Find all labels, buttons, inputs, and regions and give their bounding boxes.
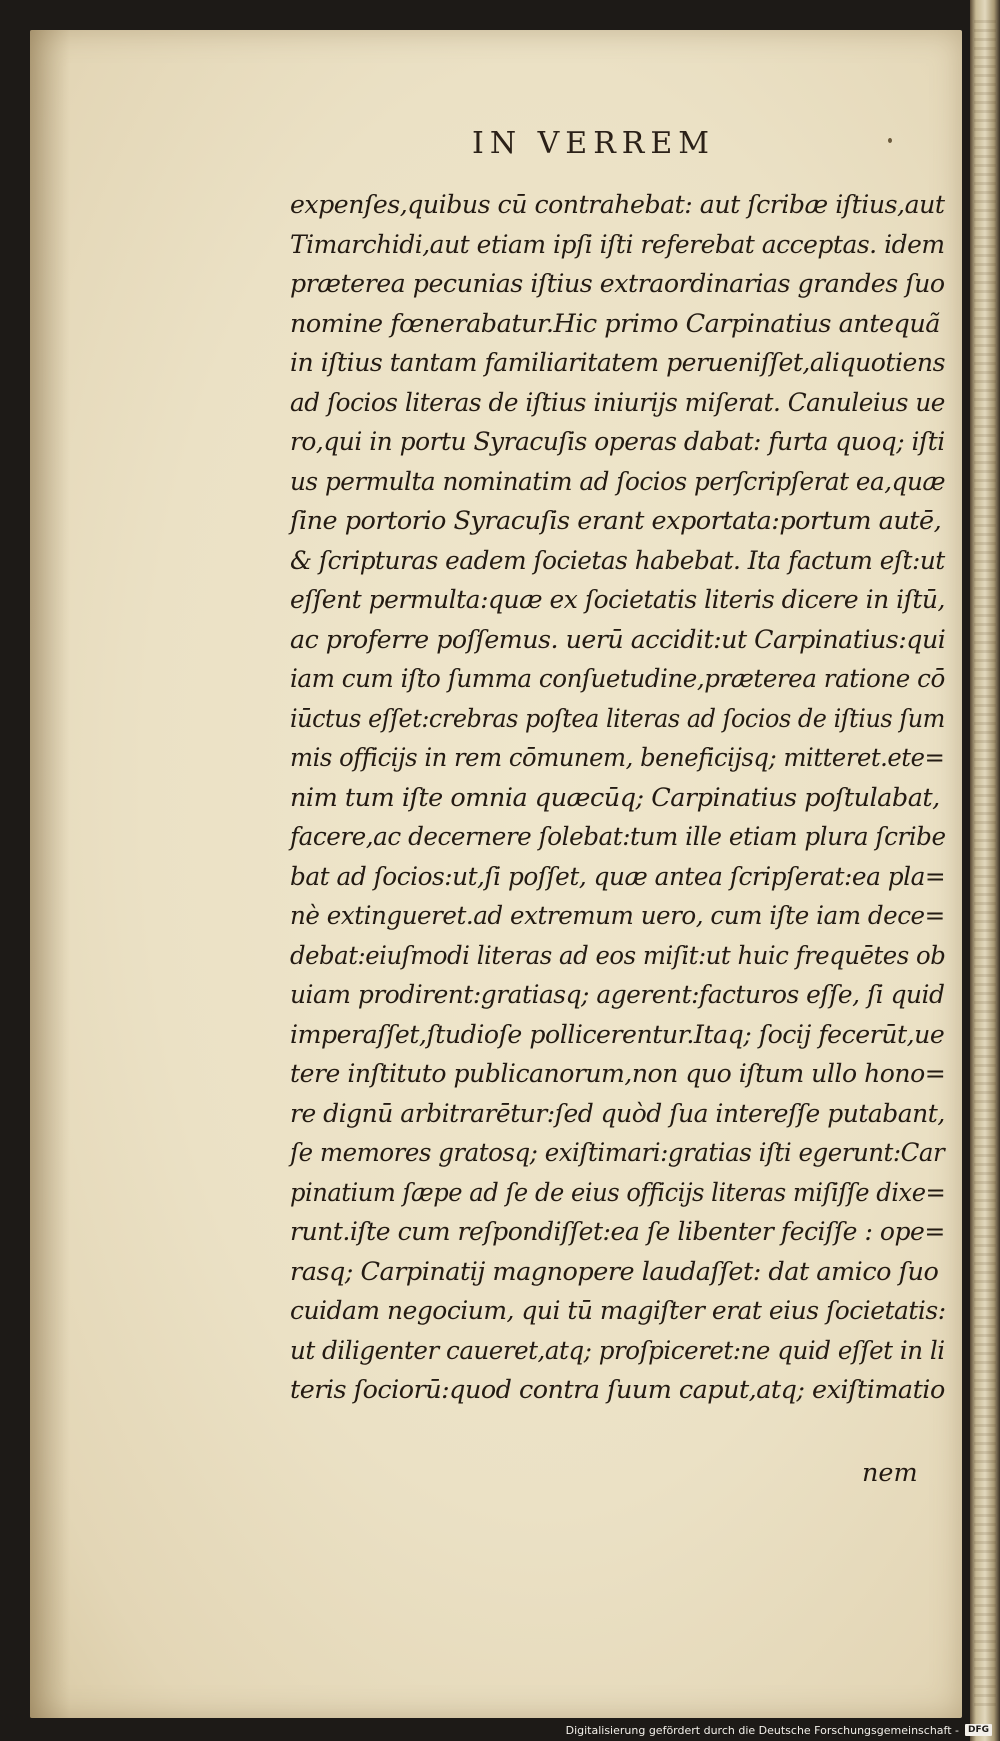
text-line: ſe memores gratosq; exiſtimari:gratias iſti egerunt:Car [290, 1138, 945, 1168]
text-line: nè extingueret.ad extremum uero, cum iſte iam dece= [290, 901, 945, 931]
text-line: ut diligenter caueret,atq; proſpiceret:ne quid eſſet in li [290, 1335, 945, 1366]
text-line: ac proferre poſſemus. uerū accidit:ut Carpinatius:qui [290, 624, 946, 655]
text-line: ad ſocios literas de iſtius iniurijs miſerat. Canuleius ue [290, 387, 945, 418]
text-line: teris ſociorū:quod contra ſuum caput,atq; exiſtimatio [290, 1375, 945, 1405]
text-line: Timarchidi,aut etiam ipſi iſti referebat acceptas. idem [290, 229, 945, 260]
text-line: expenſes,quibus cū contrahebat: aut ſcribæ iſtius,aut [290, 190, 945, 220]
text-line: pinatium ſæpe ad ſe de eius officijs literas miſiſſe dixe= [290, 1177, 946, 1208]
running-head: IN VERREM [472, 126, 715, 161]
paper-speck [888, 138, 892, 143]
text-line: facere,ac decernere ſolebat:tum ille etiam plura ſcribe [290, 822, 946, 852]
text-line: ſine portorio Syracuſis erant exportata:portum autē, [290, 506, 942, 536]
text-line: imperaſſet,ſtudioſe pollicerentur.Itaq; ſocij fecerūt,ue [290, 1019, 945, 1050]
text-line: bat ad ſocios:ut,ſi poſſet, quæ antea ſcripſerat:ea pla= [290, 861, 946, 892]
book-edge [970, 0, 1000, 1741]
text-line: mis officijs in rem cōmunem, beneficijsq; mitteret.ete= [290, 743, 945, 773]
text-line: uiam prodirent:gratiasq; agerent:facturos eſſe, ſi quid [290, 980, 945, 1010]
dfg-logo: DFG [965, 1724, 992, 1736]
text-line: iam cum iſto ſumma conſuetudine,præterea ratione cō [290, 664, 945, 694]
page-edges-texture [974, 20, 996, 1710]
text-line: runt.iſte cum reſpondiſſet:ea ſe libenter feciſſe : ope= [290, 1217, 945, 1247]
digitization-footer [566, 1723, 992, 1737]
text-line: debat:eiuſmodi literas ad eos miſit:ut huic frequētes ob [290, 940, 946, 971]
catchword: nem [862, 1458, 918, 1488]
text-line: eſſent permulta:quæ ex ſocietatis literis dicere in iſtū, [290, 585, 945, 615]
funding-credit: Digitalisierung gefördert durch die Deutsche Forschungsgemeinschaft - [565, 1723, 959, 1737]
text-line: re dignū arbitrarētur:ſed quòd ſua intereſſe putabant, [290, 1098, 945, 1129]
text-line: rasq; Carpinatij magnopere laudaſſet: dat amico ſuo [290, 1256, 939, 1287]
body-text [290, 186, 946, 1411]
text-line: in iſtius tantam familiaritatem perueniſſet,aliquotiens [290, 348, 945, 378]
text-line: tere inſtituto publicanorum,non quo iſtum ullo hono= [290, 1059, 946, 1089]
text-line: iūctus eſſet:crebras poſtea literas ad ſocios de iſtius ſum [290, 703, 945, 734]
text-line: cuidam negocium, qui tū magiſter erat eius ſocietatis: [290, 1296, 946, 1326]
text-line: præterea pecunias iſtius extraordinarias grandes ſuo [290, 269, 945, 299]
text-line: us permulta nominatim ad ſocios perſcripſerat ea,quæ [290, 466, 946, 497]
text-line: ro,qui in portu Syracuſis operas dabat: furta quoq; iſti [290, 427, 945, 457]
text-line: nomine fœnerabatur.Hic primo Carpinatius antequã [290, 308, 941, 339]
text-line: nim tum iſte omnia quæcūq; Carpinatius poſtulabat, [290, 782, 940, 813]
text-line: & ſcripturas eadem ſocietas habebat. Ita factum eſt:ut [290, 545, 945, 576]
